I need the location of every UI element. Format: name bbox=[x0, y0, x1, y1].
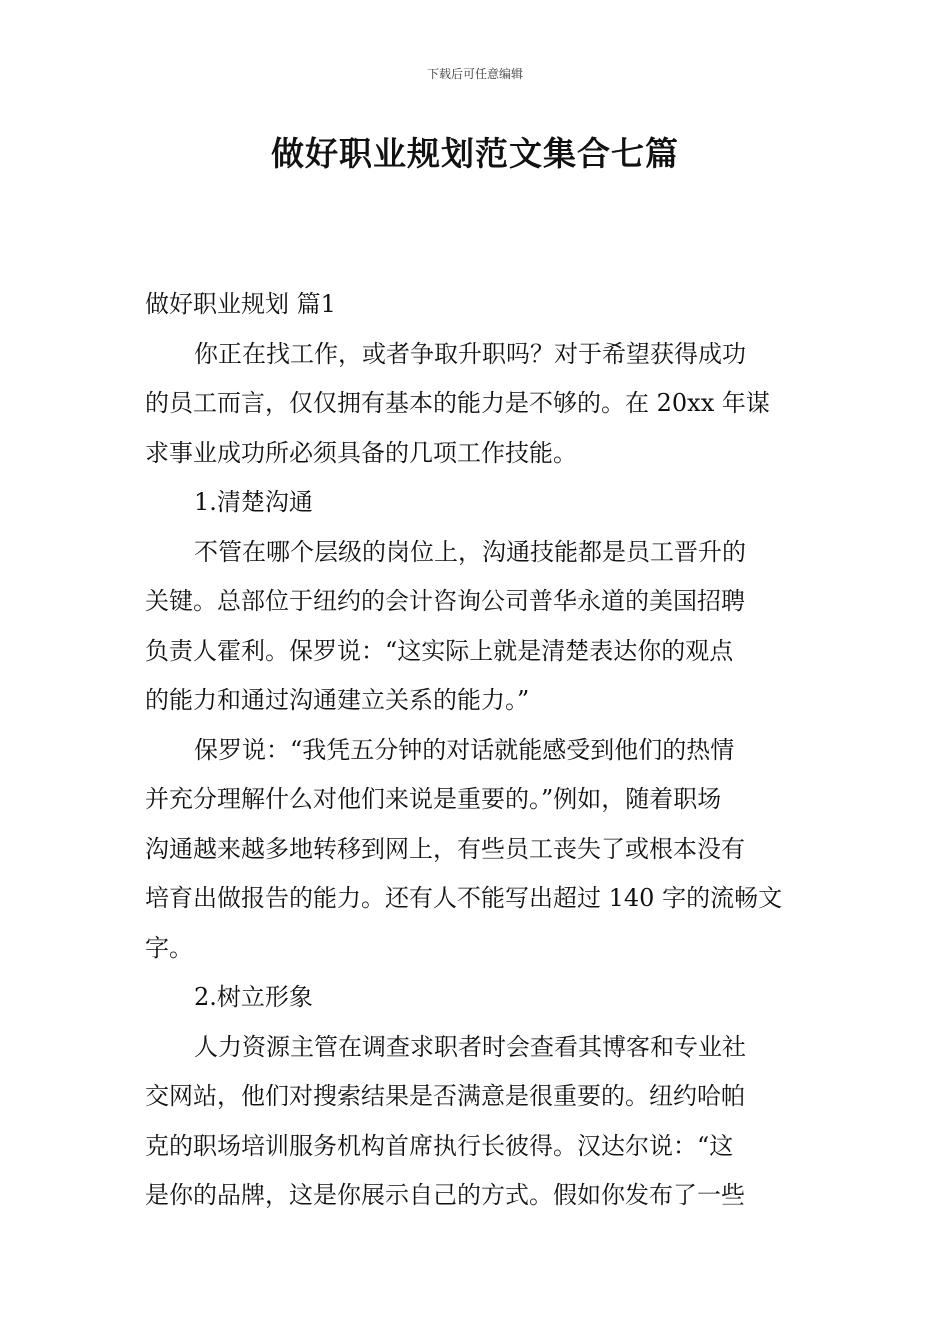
paragraph-line: 人力资源主管在调查求职者时会查看其博客和专业社 bbox=[194, 1032, 746, 1061]
paragraph-line: 你正在找工作，或者争取升职吗？对于希望获得成功 bbox=[194, 339, 746, 368]
section-heading: 做好职业规划 篇1 bbox=[145, 290, 336, 318]
paragraph-line: 克的职场培训服务机构首席执行长彼得。汉达尔说：“这 bbox=[145, 1131, 734, 1160]
paragraph-line: 培育出做报告的能力。还有人不能写出超过 140 字的流畅文 bbox=[145, 884, 783, 912]
paragraph-2 bbox=[145, 528, 810, 726]
paragraph-line: 字。 bbox=[145, 933, 193, 962]
subheading-line: 2.树立形象 bbox=[194, 983, 313, 1011]
paragraph-line: 求事业成功所必须具备的几项工作技能。 bbox=[145, 438, 577, 467]
paragraph-line: 是你的品牌，这是你展示自己的方式。假如你发布了一些 bbox=[145, 1181, 745, 1209]
document-body bbox=[145, 280, 810, 1221]
paragraph-line: 的能力和通过沟通建立关系的能力。” bbox=[145, 686, 530, 714]
paragraph-line: 的员工而言，仅仅拥有基本的能力是不够的。在 20xx 年谋 bbox=[145, 389, 770, 417]
paragraph-line: 关键。总部位于纽约的会计咨询公司普华永道的美国招聘 bbox=[145, 587, 745, 615]
paragraph-1 bbox=[145, 330, 810, 479]
subheading-2 bbox=[145, 973, 810, 1023]
subheading-1 bbox=[145, 478, 810, 528]
header-note: 下载后可任意编辑 bbox=[426, 67, 523, 81]
paragraph-4 bbox=[145, 1023, 810, 1221]
paragraph-3 bbox=[145, 726, 810, 974]
paragraph-line: 不管在哪个层级的岗位上，沟通技能都是员工晋升的 bbox=[194, 537, 746, 566]
subheading-line: 1.清楚沟通 bbox=[194, 488, 313, 516]
paragraph-line: 负责人霍利。保罗说：“这实际上就是清楚表达你的观点 bbox=[145, 636, 734, 665]
paragraph-line: 交网站，他们对搜索结果是否满意是很重要的。纽约哈帕 bbox=[145, 1082, 745, 1110]
paragraph-line: 并充分理解什么对他们来说是重要的。”例如，随着职场 bbox=[145, 785, 722, 813]
document-title: 做好职业规划范文集合七篇 bbox=[271, 134, 679, 173]
paragraph-line: 沟通越来越多地转移到网上，有些员工丧失了或根本没有 bbox=[145, 834, 745, 863]
paragraph-line: 保罗说：“我凭五分钟的对话就能感受到他们的热情 bbox=[194, 735, 735, 764]
